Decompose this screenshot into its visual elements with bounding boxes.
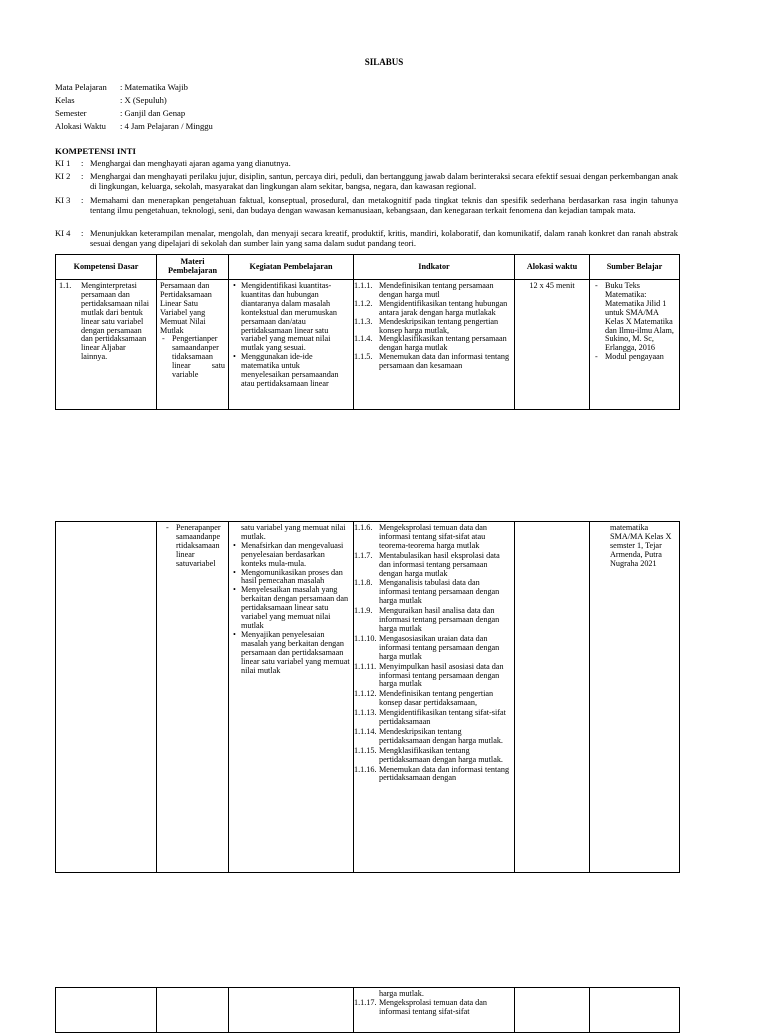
header-materi: Materi Pembelajaran	[157, 255, 229, 280]
ki-item: KI 2 : Menghargai dan menghayati perilaku jujur, disiplin, santun, percaya diri, peduli, dan bertanggung jawab dalam berinteraksi secara efektif sesuai dengan perkembangan anak di lingkungan, keluarga, sekolah, masyarakat dan lingkungan alam sekitar, bangsa, negara, dan kawasan regional.	[55, 171, 678, 191]
sumber-cell: matematika SMA/MA Kelas X semster 1, Tejar Armenda, Putra Nugraha 2021	[590, 522, 680, 873]
meta-row-time: Alokasi Waktu : 4 Jam Pelajaran / Minggu	[55, 121, 213, 131]
meta-row-semester: Semester : Ganjil dan Genap	[55, 108, 186, 118]
ki-heading: KOMPETENSI INTI	[55, 146, 136, 156]
indikator-cell: harga mutlak. 1.1.17. Mengeksprolasi temuan data dan informasi tentang sifat-sifat	[354, 988, 515, 1033]
alokasi-cell	[515, 988, 590, 1033]
header-kegiatan: Kegiatan Pembelajaran	[229, 255, 354, 280]
kd-cell	[56, 988, 157, 1033]
ki-item: KI 4 : Menunjukkan keterampilan menalar, mengolah, dan menyaji secara kreatif, produktif, kritis, mandiri, kolaboratif, dan komunikatif, dalam ranah konkret dan ranah abstrak sesuai dengan yang dipelajari di sekolah dan sumber lain yang sama dalam sudut pandang teori.	[55, 228, 678, 248]
indikator-cell: 1.1.6. Mengeksprolasi temuan data dan informasi tentang sifat-sifat atau teorema-teorema harga mutlak 1.1.7. Mentabulasikan hasil eksprolasi data dan informasi tentang persamaan dengan harga mutlak 1.1.8. Menganalisis tabulasi data dan informasi tentang persamaan dengan harga mutlak 1.1.9. Menguraikan hasil analisa data dan informasi tentang persamaan dengan harga mutlak 1.1.10. Mengasosiasikan uraian data dan informasi tentang persamaan dengan harga mutlak 1.1.11. Menyimpulkan hasil asosiasi data dan informasi tentang persamaan dengan harga mutlak 1.1.12. Mendefinisikan tentang pengertian konsep dasar pertidaksamaan, 1.1.13. Mengidentifikasikan tentang sifat-sifat pertidaksamaan 1.1.14. Mendeskripsikan tentang pertidaksamaan dengan harga mutlak. 1.1.15. Mengklasifikasikan tentang pertidaksamaan dengan harga mutlak. 1.1.16. Menemukan data dan informasi tentang pertidaksamaan dengan	[354, 522, 515, 873]
header-kompetensi-dasar: Kompetensi Dasar	[56, 255, 157, 280]
materi-cell	[157, 988, 229, 1033]
ki-item: KI 3 : Memahami dan menerapkan pengetahuan faktual, konseptual, prosedural, dan metakognitif pada tingkat teknis dan spesifik sederhana berdasarkan rasa ingin tahunya tentang ilmu pengetahuan, teknologi, seni, dan budaya dengan wawasan kemanusiaan, kebangsaan, dan kenegaraan terkait fenomena dan kejadian tampak mata.	[55, 195, 678, 215]
meta-row-class: Kelas : X (Sepuluh)	[55, 95, 167, 105]
alokasi-cell	[515, 522, 590, 873]
meta-row-subject: Mata Pelajaran : Matematika Wajib	[55, 82, 188, 92]
kegiatan-cell	[229, 988, 354, 1033]
syllabus-table-page2	[55, 521, 680, 873]
ki-item: KI 1 : Menghargai dan menghayati ajaran agama yang dianutnya.	[55, 158, 291, 168]
sumber-cell	[590, 988, 680, 1033]
kegiatan-cell: • Mengidentifikasi kuantitas-kuantitas dan hubungan diantaranya dalam masalah kontekstual dan merumuskan persamaan dan/atau pertidaksamaan linear satu variabel yang memuat nilai mutlak yang sesuai. • Menggunakan ide-ide matematika untuk menyelesaikan persamaandan atau pertidaksamaan linear	[229, 280, 354, 410]
syllabus-table-page1	[55, 254, 680, 410]
indikator-cell: 1.1.1. Mendefinisikan tentang persamaan dengan harga mutl 1.1.2. Mengidentifikasikan tentang hubungan antara jarak dengan harga mutlakak 1.1.3. Mendeskripsikan tentang pengertian konsep harga mutlak, 1.1.4. Mengklasifikasikan tentang persamaan dengan harga mutlak 1.1.5. Menemukan data dan informasi tentang persamaan dan kesamaan	[354, 280, 515, 410]
header-sumber: Sumber Belajar	[590, 255, 680, 280]
alokasi-cell: 12 x 45 menit	[515, 280, 590, 410]
header-indikator: Indkator	[354, 255, 515, 280]
materi-cell: Persamaan dan Pertidaksamaan Linear Satu Variabel yang Memuat Nilai Mutlak - Pengertianper samaandanper tidaksamaan linear satu variable	[157, 280, 229, 410]
materi-cell: - Penerapanper samaandanpe rtidaksamaan linear satuvariabel	[157, 522, 229, 873]
kd-cell	[56, 522, 157, 873]
document-title: SILABUS	[364, 57, 404, 67]
kegiatan-cell: satu variabel yang memuat nilai mutlak. • Menafsirkan dan mengevaluasi penyelesaian berdasarkan konteks mula-mula. • Mengomunikasikan proses dan hasil pemecahan masalah • Menyelesaikan masalah yang berkaitan dengan persamaan dan pertidaksamaan linear satu variabel yang memuat nilai mutlak • Menyajikan penyelesaian masalah yang berkaitan dengan persamaan dan pertidaksamaan linear satu variabel yang memuat nilai mutlak	[229, 522, 354, 873]
syllabus-table-page3	[55, 987, 680, 1033]
kd-cell: 1.1. Menginterpretasi persamaan dan pertidaksamaan nilai mutlak dari bentuk linear satu variabel dengan persamaan dan pertidaksamaan linear Aljabar lainnya.	[56, 280, 157, 410]
sumber-cell: - Buku Teks Matematika: Matematika Jilid 1 untuk SMA/MA Kelas X Matematika dan Ilmu-ilmu Alam, Sukino, M. Sc, Erlangga, 2016 - Modul pengayaan	[590, 280, 680, 410]
header-alokasi: Alokasi waktu	[515, 255, 590, 280]
